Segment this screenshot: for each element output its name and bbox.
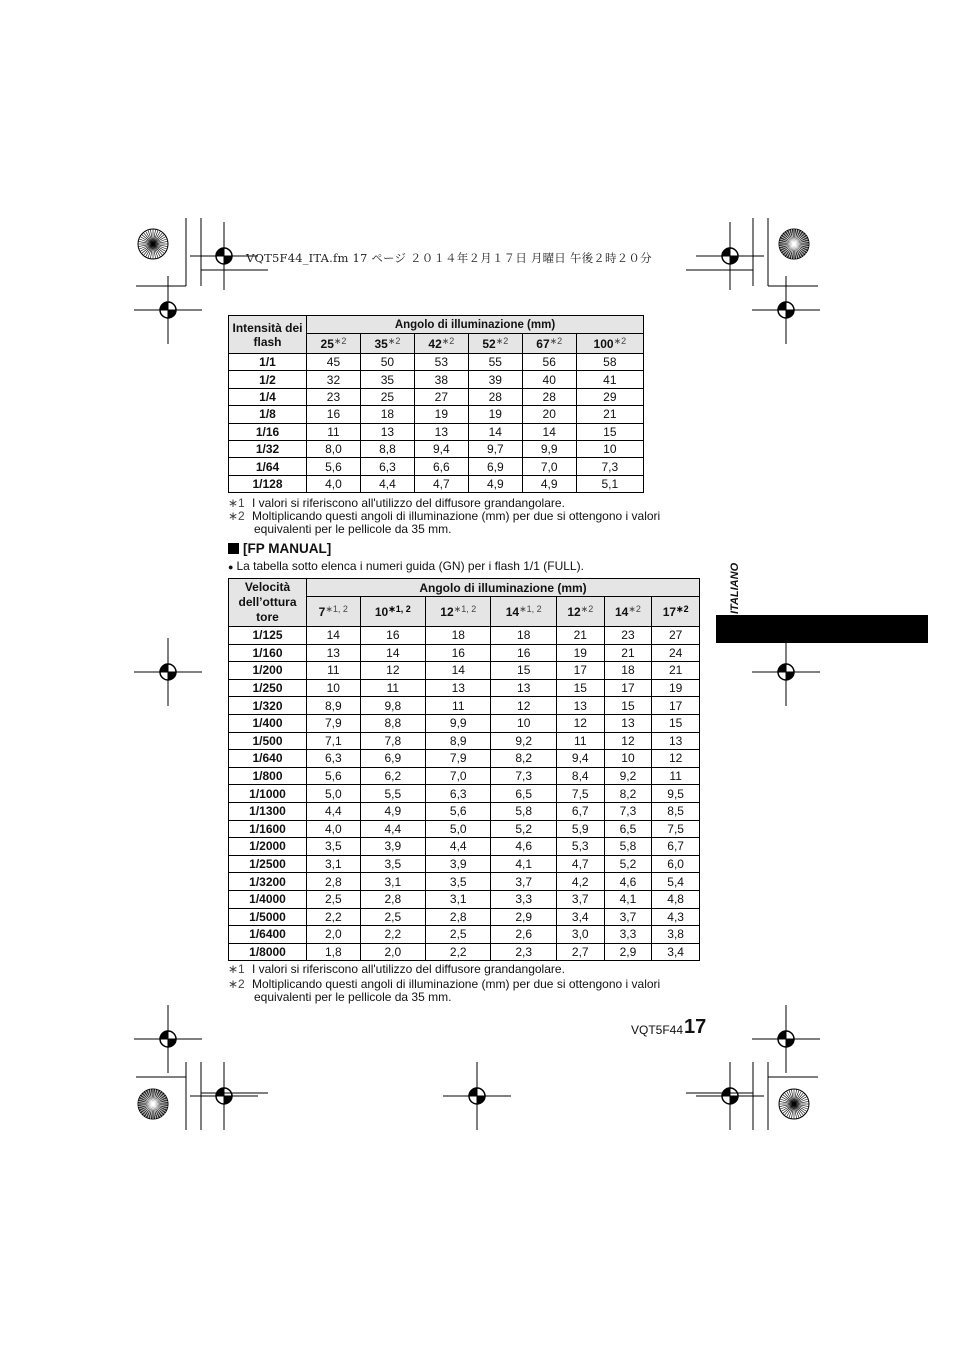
table-cell: 9,4 [414,440,468,457]
table-cell: 3,1 [426,890,491,908]
registration-target-icon [752,638,820,706]
row-label: 1/1 [229,354,307,371]
section-description: ● La tabella sotto elenca i numeri guida (GN) per i flash 1/1 (FULL). [228,559,584,573]
table-cell: 13 [556,697,604,715]
row-label: 1/4 [229,388,307,405]
page-number: 17 [684,1016,707,1038]
column-header: $35^{∗2}$ [360,334,414,354]
note-text: Moltiplicando questi angoli di illuminazione (mm) per due si ottengono i valori [252,509,661,523]
table-cell: 21 [556,627,604,645]
table-cell: 10 [491,714,556,732]
table-cell: 3,0 [556,926,604,944]
table-cell: 11 [556,732,604,750]
table-cell: 7,0 [426,767,491,785]
table-cell: 10 [604,750,652,768]
star-target-icon [138,1089,168,1119]
table-cell: 3,8 [652,926,700,944]
table-cell: 7,5 [652,820,700,838]
table-cell: 5,5 [360,785,425,803]
registration-target-icon [696,222,764,290]
table-cell: 58 [576,354,643,371]
column-header: $14^{∗1, 2}$ [491,597,556,627]
table-cell: 11 [307,662,361,680]
bullet-icon: ● [228,562,234,572]
flash-intensity-table [228,315,644,493]
table-cell: 13 [360,423,414,440]
table-cell: 6,5 [491,785,556,803]
table-cell: 3,7 [556,890,604,908]
document-code: VQT5F44 [631,1023,684,1037]
table-cell: 16 [307,406,361,423]
table-cell: 4,4 [360,820,425,838]
table-cell: 9,2 [491,732,556,750]
table-cell: 2,8 [360,890,425,908]
table-cell: 8,9 [307,697,361,715]
group-header: Angolo di illuminazione (mm) [307,579,700,597]
table-cell: 19 [556,644,604,662]
table-cell: 13 [491,679,556,697]
table-row [229,908,700,926]
table-cell: 9,4 [556,750,604,768]
column-header: $14^{∗2}$ [604,597,652,627]
table-cell: 17 [556,662,604,680]
table-cell: 3,3 [604,926,652,944]
table-cell: 41 [576,371,643,388]
column-header: $52^{∗2}$ [468,334,522,354]
table-cell: 7,9 [307,714,361,732]
group-header: Angolo di illuminazione (mm) [307,316,644,334]
note-mark: ∗2 [228,509,245,523]
column-header: $25^{∗2}$ [307,334,361,354]
table-cell: 16 [491,644,556,662]
table-cell: 25 [360,388,414,405]
table-cell: 10 [576,440,643,457]
row-label: 1/5000 [229,908,307,926]
table-cell: 5,2 [604,855,652,873]
table-cell: 4,0 [307,475,361,492]
table-cell: 3,9 [360,838,425,856]
table-cell: 1,8 [307,943,361,961]
table-cell: 7,5 [556,785,604,803]
table-cell: 4,7 [556,855,604,873]
table-cell: 23 [307,388,361,405]
table-row [229,371,644,388]
table-cell: 56 [522,354,576,371]
table-cell: 50 [360,354,414,371]
table-cell: 3,7 [604,908,652,926]
table-cell: 4,2 [556,873,604,891]
table-cell: 6,9 [468,458,522,475]
row-label: 1/125 [229,627,307,645]
file-header: VQT5F44_ITA.fm 17 ページ ２０１４年２月１７日 月曜日 午後２時２０分 [246,251,652,265]
table-cell: 32 [307,371,361,388]
table-cell: 7,3 [491,767,556,785]
table-cell: 38 [414,371,468,388]
table-cell: 7,0 [522,458,576,475]
column-header: $42^{∗2}$ [414,334,468,354]
table-cell: 21 [604,644,652,662]
star-target-icon [779,229,809,259]
table-cell: 3,7 [491,873,556,891]
table-row [229,475,644,492]
note-text: I valori si riferiscono all'utilizzo del diffusore grandangolare. [252,496,565,510]
fp-manual-table [228,578,700,961]
table-cell: 21 [576,406,643,423]
table-cell: 5,6 [307,458,361,475]
table-cell: 5,0 [426,820,491,838]
table-cell: 8,0 [307,440,361,457]
row-label: 1/320 [229,697,307,715]
row-label: 1/8 [229,406,307,423]
table-cell: 2,9 [604,943,652,961]
table-cell: 2,2 [307,908,361,926]
row-label: 1/8000 [229,943,307,961]
table-row [229,354,644,371]
table-cell: 19 [414,406,468,423]
table-cell: 13 [604,714,652,732]
table-row [229,767,700,785]
row-label: 1/2000 [229,838,307,856]
row-header: Velocità dell’ottura tore [229,579,307,627]
star-target-icon [138,229,168,259]
table-cell: 4,3 [652,908,700,926]
note-mark: ∗1 [228,496,245,510]
registration-target-icon [134,638,202,706]
table-cell: 14 [360,644,425,662]
notes-table1 [228,497,708,536]
table-row [229,855,700,873]
table-cell: 4,4 [426,838,491,856]
table-cell: 5,6 [426,802,491,820]
table-cell: 3,3 [491,890,556,908]
table-cell: 4,0 [307,820,361,838]
registration-target-icon [134,1005,202,1073]
row-label: 1/160 [229,644,307,662]
table-cell: 11 [652,767,700,785]
table-cell: 14 [307,627,361,645]
table-cell: 28 [522,388,576,405]
registration-target-icon [696,1062,764,1130]
table-cell: 23 [604,627,652,645]
table-cell: 5,3 [556,838,604,856]
table-cell: 19 [652,679,700,697]
column-header: $12^{∗1, 2}$ [426,597,491,627]
table-cell: 7,1 [307,732,361,750]
row-label: 1/1600 [229,820,307,838]
table-cell: 6,6 [414,458,468,475]
table-cell: 13 [652,732,700,750]
table-row [229,458,644,475]
table-cell: 15 [652,714,700,732]
table-cell: 6,7 [652,838,700,856]
column-header: $10^{∗1, 2}$ [360,597,425,627]
table-row [229,406,644,423]
table-cell: 3,5 [360,855,425,873]
table-cell: 4,1 [604,890,652,908]
table-cell: 53 [414,354,468,371]
table-cell: 5,0 [307,785,361,803]
table-cell: 13 [307,644,361,662]
table-cell: 7,8 [360,732,425,750]
table-cell: 35 [360,371,414,388]
table-cell: 4,9 [468,475,522,492]
table-cell: 4,8 [652,890,700,908]
table-cell: 18 [426,627,491,645]
table-cell: 3,4 [556,908,604,926]
table-cell: 6,9 [360,750,425,768]
table-cell: 7,3 [576,458,643,475]
table-cell: 4,6 [604,873,652,891]
note-text: equivalenti per le pellicole da 35 mm. [254,990,452,1004]
table-cell: 17 [604,679,652,697]
table-cell: 6,7 [556,802,604,820]
table-cell: 8,4 [556,767,604,785]
table-row [229,890,700,908]
table-cell: 20 [522,406,576,423]
table-cell: 9,7 [468,440,522,457]
table-cell: 5,6 [307,767,361,785]
registration-target-icon [190,1062,258,1130]
table-cell: 28 [468,388,522,405]
table-row [229,627,700,645]
table-cell: 6,5 [604,820,652,838]
table-row [229,714,700,732]
table-row [229,820,700,838]
table-cell: 8,8 [360,714,425,732]
table-cell: 9,9 [522,440,576,457]
table-cell: 21 [652,662,700,680]
table-cell: 2,0 [307,926,361,944]
table-cell: 3,5 [426,873,491,891]
table-cell: 3,4 [652,943,700,961]
row-label: 1/6400 [229,926,307,944]
table-cell: 13 [414,423,468,440]
table-cell: 15 [604,697,652,715]
row-label: 1/2500 [229,855,307,873]
table-cell: 14 [426,662,491,680]
table-cell: 8,9 [426,732,491,750]
table-row [229,388,644,405]
registration-target-icon [752,1005,820,1073]
table-row [229,750,700,768]
table-cell: 39 [468,371,522,388]
table-cell: 6,3 [360,458,414,475]
table-cell: 2,2 [360,926,425,944]
table-cell: 5,8 [491,802,556,820]
table-cell: 2,7 [556,943,604,961]
table-row [229,873,700,891]
table-cell: 2,0 [360,943,425,961]
table-cell: 3,5 [307,838,361,856]
table-cell: 14 [522,423,576,440]
table-row [229,785,700,803]
table-cell: 16 [360,627,425,645]
note-text: I valori si riferiscono all'utilizzo del diffusore grandangolare. [252,962,565,976]
row-header: Intensità dei flash [229,316,307,354]
table-cell: 8,2 [604,785,652,803]
row-label: 1/2 [229,371,307,388]
row-label: 1/128 [229,475,307,492]
table-cell: 12 [652,750,700,768]
table-cell: 8,5 [652,802,700,820]
table-cell: 15 [556,679,604,697]
table-cell: 7,9 [426,750,491,768]
row-label: 1/4000 [229,890,307,908]
table-cell: 4,9 [522,475,576,492]
table-cell: 18 [360,406,414,423]
table-cell: 2,5 [360,908,425,926]
column-header: $67^{∗2}$ [522,334,576,354]
table-cell: 4,9 [360,802,425,820]
table-cell: 7,3 [604,802,652,820]
table-cell: 8,2 [491,750,556,768]
table-cell: 12 [604,732,652,750]
table-cell: 5,4 [652,873,700,891]
table-row [229,802,700,820]
table-cell: 5,9 [556,820,604,838]
table-row [229,662,700,680]
note-mark: ∗2 [228,977,245,991]
table-cell: 10 [307,679,361,697]
table-cell: 3,1 [307,855,361,873]
table-cell: 6,0 [652,855,700,873]
row-label: 1/32 [229,440,307,457]
row-label: 1/640 [229,750,307,768]
table-row [229,732,700,750]
table-cell: 19 [468,406,522,423]
row-label: 1/500 [229,732,307,750]
registration-target-icon [443,1062,511,1130]
table-row [229,943,700,961]
table-cell: 17 [652,697,700,715]
table-cell: 4,1 [491,855,556,873]
table-cell: 8,8 [360,440,414,457]
table-cell: 2,2 [426,943,491,961]
table-cell: 13 [426,679,491,697]
table-cell: 3,1 [360,873,425,891]
language-tab-label: ITALIANO [729,562,741,614]
row-label: 1/3200 [229,873,307,891]
table-cell: 4,4 [307,802,361,820]
table-cell: 12 [556,714,604,732]
table-cell: 2,5 [426,926,491,944]
notes-table2 [228,963,708,1004]
table-cell: 3,9 [426,855,491,873]
row-label: 1/16 [229,423,307,440]
table-cell: 11 [307,423,361,440]
table-cell: 4,6 [491,838,556,856]
star-target-icon [779,1089,809,1119]
note-text: Moltiplicando questi angoli di illuminazione (mm) per due si ottengono i valori [252,977,661,991]
table-cell: 4,4 [360,475,414,492]
row-label: 1/250 [229,679,307,697]
table-cell: 24 [652,644,700,662]
table-cell: 18 [491,627,556,645]
table-cell: 9,8 [360,697,425,715]
table-row [229,423,644,440]
row-label: 1/64 [229,458,307,475]
table-cell: 12 [491,697,556,715]
note-mark: ∗1 [228,962,245,976]
table-cell: 15 [576,423,643,440]
column-header: $12^{∗2}$ [556,597,604,627]
table-cell: 16 [426,644,491,662]
table-row [229,697,700,715]
column-header: $100^{∗2}$ [576,334,643,354]
table-cell: 55 [468,354,522,371]
table-cell: 11 [360,679,425,697]
table-cell: 45 [307,354,361,371]
row-label: 1/1300 [229,802,307,820]
table-cell: 27 [652,627,700,645]
table-cell: 12 [360,662,425,680]
table-row [229,838,700,856]
row-label: 1/400 [229,714,307,732]
table-cell: 2,9 [491,908,556,926]
table-cell: 9,9 [426,714,491,732]
table-cell: 5,1 [576,475,643,492]
table-cell: 2,6 [491,926,556,944]
table-row [229,644,700,662]
table-cell: 18 [604,662,652,680]
table-cell: 6,2 [360,767,425,785]
table-cell: 2,3 [491,943,556,961]
table-cell: 5,2 [491,820,556,838]
table-cell: 5,8 [604,838,652,856]
table-cell: 2,5 [307,890,361,908]
table-cell: 4,7 [414,475,468,492]
table-cell: 14 [468,423,522,440]
language-tab-bar [716,615,928,643]
table-cell: 15 [491,662,556,680]
column-header: $7^{∗1, 2}$ [307,597,361,627]
table-cell: 2,8 [307,873,361,891]
column-header: $17^{∗2}$ [652,597,700,627]
table-cell: 11 [426,697,491,715]
table-cell: 2,8 [426,908,491,926]
table-row [229,679,700,697]
table-cell: 29 [576,388,643,405]
table-cell: 9,2 [604,767,652,785]
row-label: 1/800 [229,767,307,785]
row-label: 1/200 [229,662,307,680]
table-cell: 6,3 [426,785,491,803]
note-text: equivalenti per le pellicole da 35 mm. [254,522,452,536]
table-cell: 40 [522,371,576,388]
table-cell: 9,5 [652,785,700,803]
square-bullet-icon [228,543,239,554]
row-label: 1/1000 [229,785,307,803]
table-row [229,440,644,457]
table-cell: 6,3 [307,750,361,768]
table-row [229,926,700,944]
section-title: [FP MANUAL] [228,541,331,556]
table-cell: 27 [414,388,468,405]
